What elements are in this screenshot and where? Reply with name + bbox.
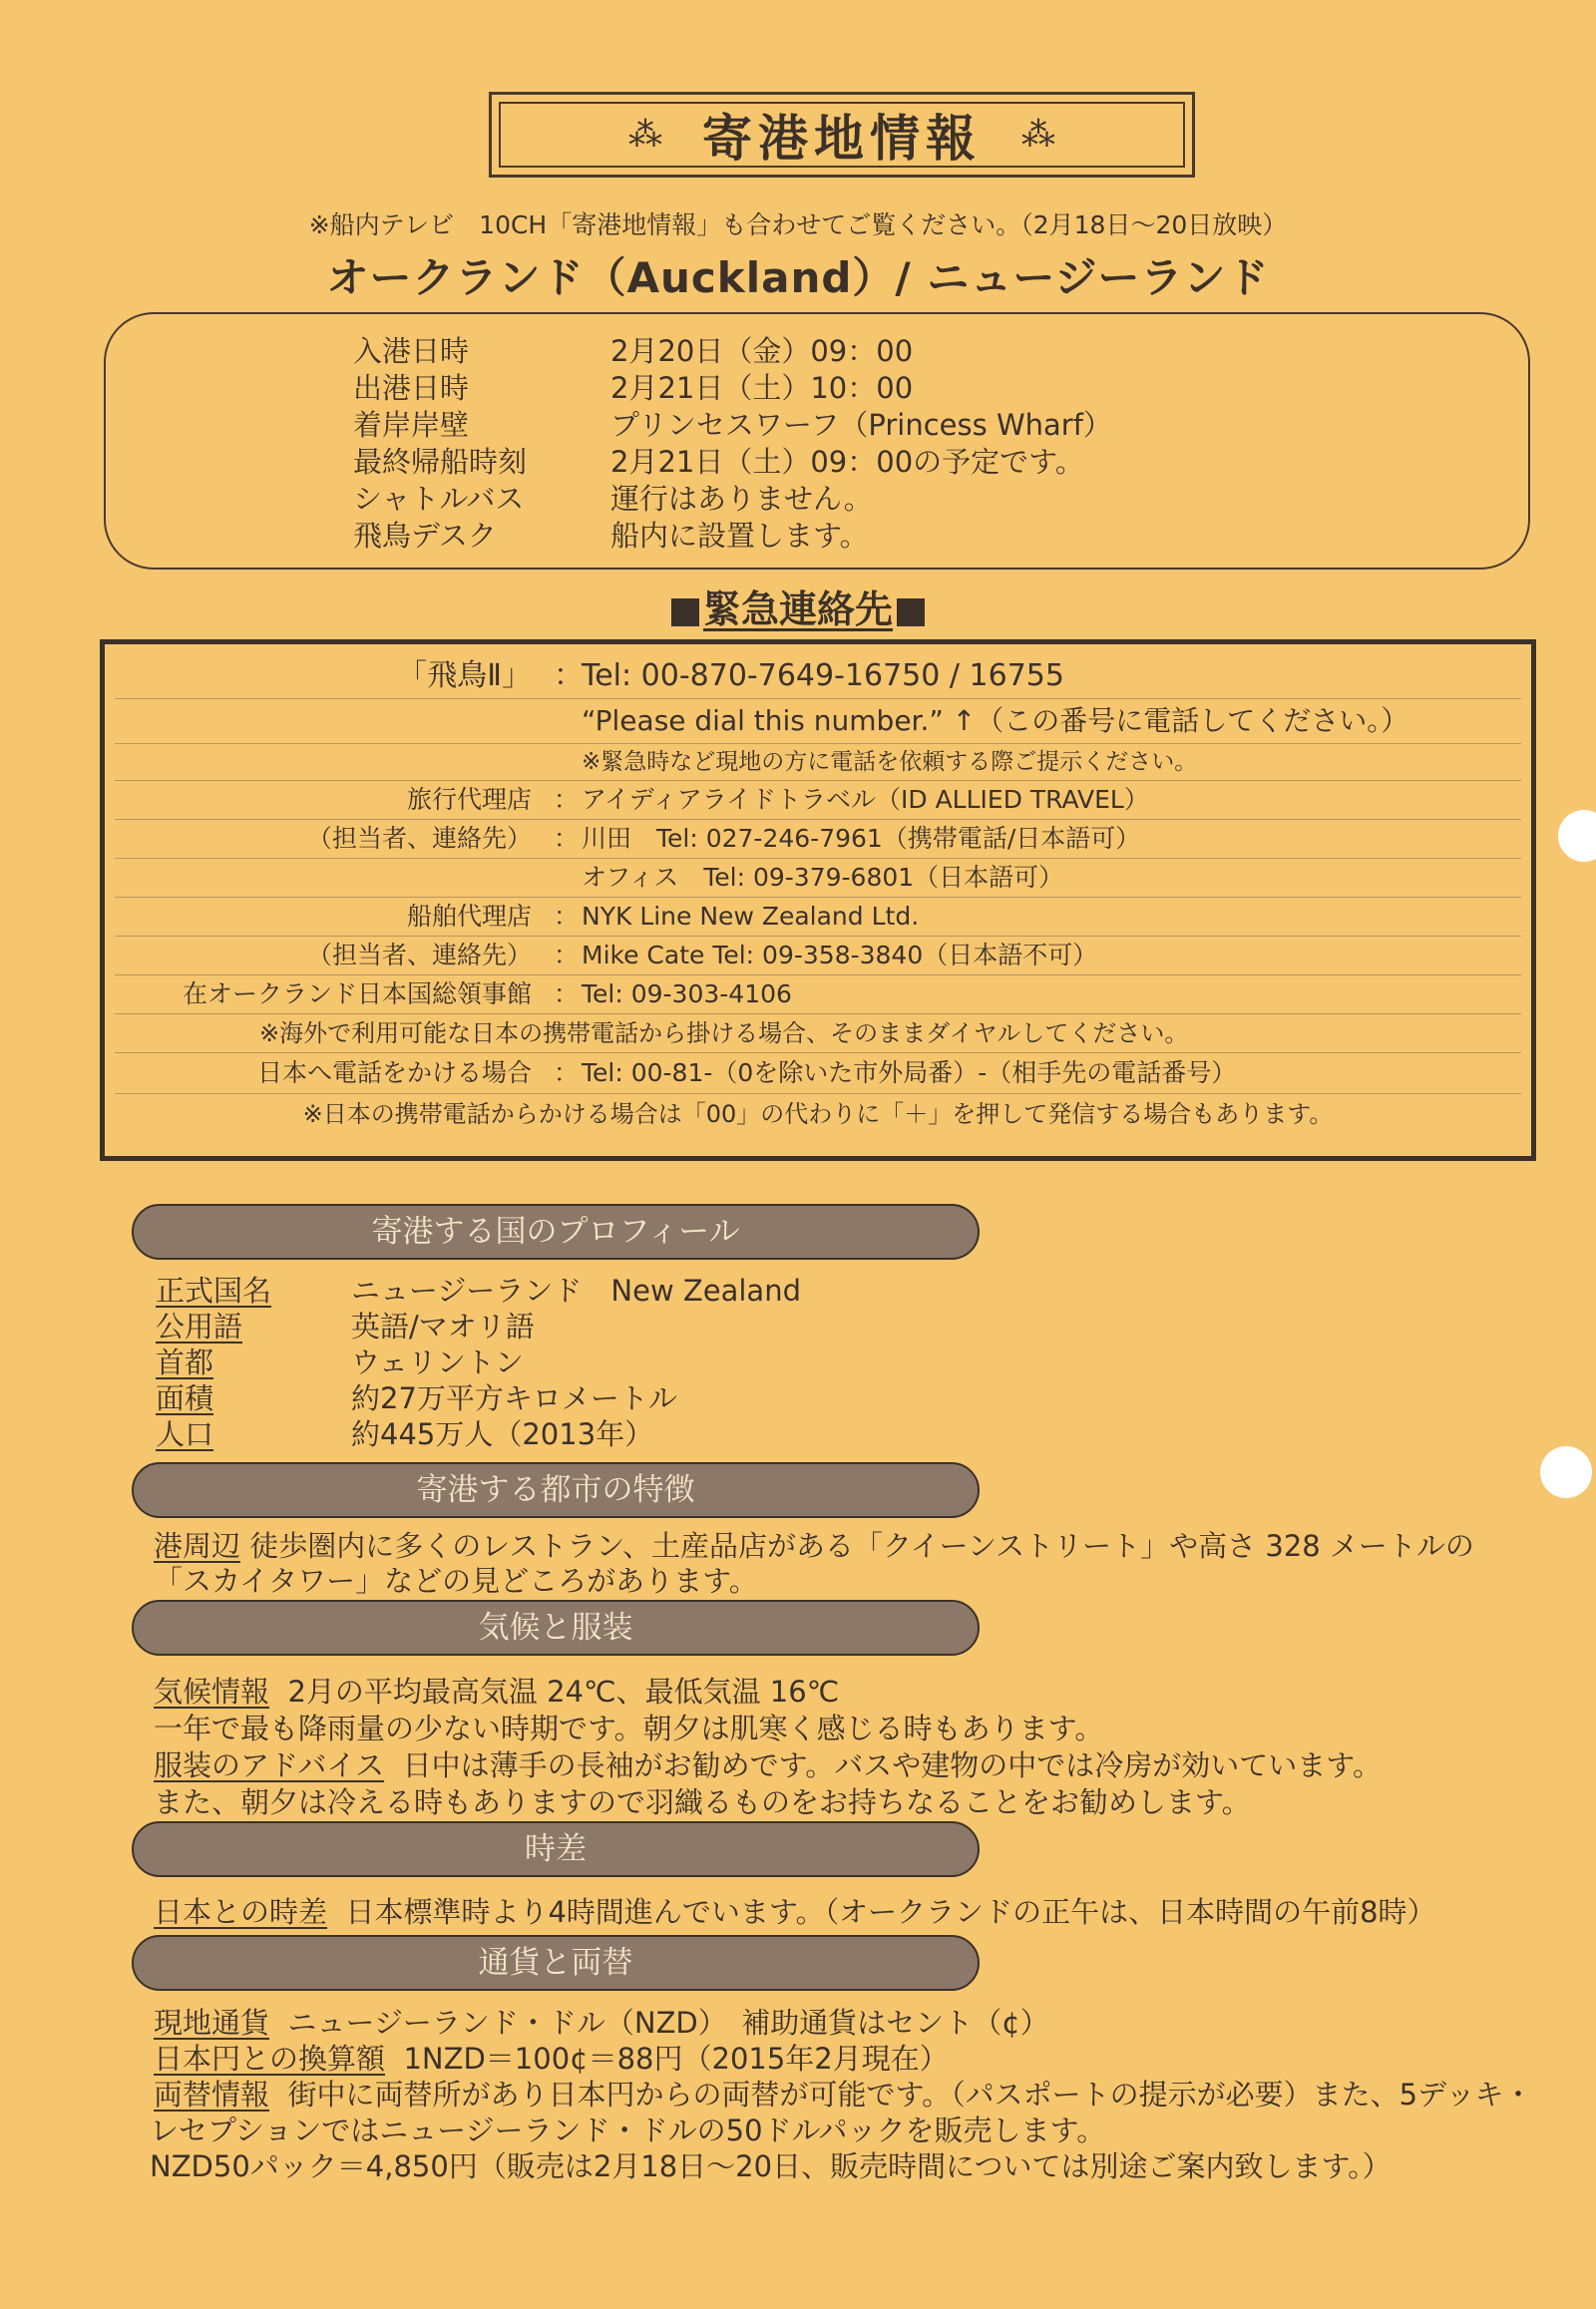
- exchange-label: 両替情報: [154, 2078, 270, 2112]
- section-banner-profile: 寄港する国のプロフィール: [132, 1204, 980, 1260]
- climate-line-2: 一年で最も降雨量の少ない時期です。朝夕は肌寒く感じる時もあります。: [154, 1712, 1104, 1745]
- info-value: 船内に設置します。: [610, 519, 869, 553]
- emergency-note: ※緊急時など現地の方に電話を依頼する際ご提示ください。: [582, 749, 1198, 775]
- row-label: 日本へ電話をかける場合: [256, 1058, 532, 1087]
- row-colon: ：: [554, 658, 584, 693]
- mobile-note: ※海外で利用可能な日本の携帯電話から掛ける場合、そのままダイヤルしてください。: [259, 1019, 1189, 1047]
- info-label: 最終帰船時刻: [353, 445, 528, 479]
- row-colon: ：: [554, 941, 580, 969]
- section-banner-climate: 気候と服装: [132, 1600, 980, 1656]
- currency-line-2: [154, 2037, 949, 2078]
- rate-text: 1NZD＝100¢＝88円（2015年2月現在）: [403, 2042, 949, 2076]
- table-row: [115, 654, 1521, 699]
- timediff-line: [154, 1890, 1436, 1931]
- profile-label: 正式国名: [156, 1274, 272, 1308]
- profile-label: 公用語: [156, 1310, 243, 1344]
- table-row: [115, 1014, 1521, 1053]
- emergency-heading: [0, 578, 1596, 633]
- row-value: 川田 Tel: 027-246-7961（携帯電話/日本語可）: [582, 824, 1141, 853]
- city-label: 港周辺: [154, 1529, 241, 1563]
- table-row: [115, 1053, 1521, 1094]
- port-info-box: [104, 312, 1530, 570]
- table-row: [115, 820, 1521, 859]
- rate-label: 日本円との換算額: [154, 2042, 386, 2076]
- row-label: 「飛鳥Ⅱ」: [397, 658, 532, 693]
- emergency-table: [100, 639, 1536, 1161]
- info-label: 飛鳥デスク: [353, 519, 497, 553]
- profile-value: ニュージーランド New Zealand: [351, 1274, 801, 1308]
- row-colon: ：: [554, 902, 580, 931]
- ship-phone: Tel: 00-870-7649-16750 / 16755: [582, 658, 1064, 693]
- clothing-text: 日中は薄手の長袖がお勧めです。バスや建物の中では冷房が効いています。: [402, 1748, 1382, 1782]
- row-label: 在オークランド日本国総領事館: [182, 979, 532, 1008]
- timediff-text: 日本標準時より4時間進んでいます。（オークランドの正午は、日本時間の午前8時）: [345, 1895, 1436, 1929]
- section-banner-currency: 通貨と両替: [132, 1935, 980, 1991]
- climate-line-1: [154, 1670, 839, 1711]
- info-label: 着岸岸壁: [353, 408, 470, 442]
- currency-label: 現地通貨: [154, 2006, 270, 2040]
- punch-hole: [1540, 1446, 1592, 1498]
- info-label: シャトルバス: [353, 482, 525, 516]
- dial-note: “Please dial this number.” ↑（この番号に電話してください。）: [582, 704, 1409, 737]
- row-value: オフィス Tel: 09-379-6801（日本語可）: [582, 863, 1064, 892]
- row-label: 旅行代理店: [406, 785, 532, 814]
- info-value: 2月21日（土）09：00の予定です。: [610, 445, 1084, 479]
- row-colon: ：: [554, 785, 580, 814]
- info-value: プリンセスワーフ（Princess Wharf）: [610, 408, 1112, 442]
- row-value: Mike Cate Tel: 09-358-3840（日本語不可）: [582, 941, 1098, 969]
- plus-dial-note: ※日本の携帯電話からかける場合は「00」の代わりに「＋」を押して発信する場合もあります。: [302, 1100, 1334, 1128]
- info-value: 運行はありません。: [610, 482, 873, 516]
- row-value: アイディアライドトラベル（ID ALLIED TRAVEL）: [582, 785, 1149, 814]
- profile-label: 面積: [156, 1381, 214, 1415]
- table-row: [115, 898, 1521, 937]
- currency-line-4: レセプションではニュージーランド・ドルの50ドルパックを販売します。: [150, 2114, 1106, 2147]
- row-label: （担当者、連絡先）: [306, 941, 532, 969]
- row-colon: ：: [554, 1058, 580, 1087]
- section-banner-city: 寄港する都市の特徴: [132, 1462, 980, 1518]
- table-row: [115, 859, 1521, 898]
- page-title: 寄港地情報: [702, 110, 982, 168]
- currency-line-1: [154, 2001, 1049, 2042]
- square-bullet-icon: [897, 598, 925, 626]
- clothing-line-1: [154, 1743, 1382, 1784]
- exchange-text: 街中に両替所があり日本円からの両替が可能です。（パスポートの提示が必要）また、5デッキ・: [287, 2078, 1533, 2112]
- row-label: 船舶代理店: [406, 902, 532, 931]
- profile-label: 人口: [156, 1417, 214, 1451]
- clothing-line-2: また、朝夕は冷える時もありますので羽織るものをお持ちなることをお勧めします。: [154, 1785, 1251, 1819]
- row-value: Tel: 09-303-4106: [582, 979, 792, 1008]
- table-row: [115, 744, 1521, 781]
- info-value: 2月20日（金）09：00: [610, 334, 914, 368]
- profile-value: 約27万平方キロメートル: [351, 1381, 677, 1415]
- profile-value: ウェリントン: [351, 1346, 524, 1379]
- table-row: [115, 699, 1521, 744]
- profile-value: 英語/マオリ語: [351, 1310, 535, 1344]
- info-label: 出港日時: [353, 371, 470, 405]
- emergency-heading-text: 緊急連絡先: [702, 587, 893, 631]
- row-colon: ：: [554, 979, 580, 1008]
- info-value: 2月21日（土）10：00: [610, 371, 914, 405]
- section-banner-timediff: 時差: [132, 1821, 980, 1877]
- info-label: 入港日時: [353, 334, 470, 368]
- punch-hole: [1558, 810, 1596, 862]
- tv-note: ※船内テレビ 10CH「寄港地情報」も合わせてご覧ください。（2月18日～20日放映）: [308, 210, 1288, 239]
- port-title: オークランド（Auckland）/ ニュージーランド: [326, 253, 1270, 302]
- currency-text: ニュージーランド・ドル（NZD） 補助通貨はセント（¢）: [287, 2006, 1049, 2040]
- title-box: [489, 92, 1195, 178]
- row-colon: ：: [554, 824, 580, 853]
- city-line-2: 「スカイタワー」などの見どころがあります。: [154, 1564, 758, 1598]
- square-bullet-icon: [671, 598, 699, 626]
- row-value: NYK Line New Zealand Ltd.: [582, 902, 920, 931]
- table-row: [115, 1094, 1521, 1134]
- table-row: [115, 781, 1521, 820]
- table-row: [115, 975, 1521, 1014]
- climate-text: 2月の平均最高気温 24℃、最低気温 16℃: [287, 1675, 840, 1709]
- climate-label: 気候情報: [154, 1675, 270, 1709]
- row-label: （担当者、連絡先）: [306, 824, 532, 853]
- profile-value: 約445万人（2013年）: [351, 1417, 654, 1451]
- ornament-right-icon: ⁂: [1021, 115, 1055, 155]
- city-text: 徒歩圏内に多くのレストラン、土産品店がある「クイーンストリート」や高さ 328 メートルの: [249, 1529, 1474, 1563]
- row-value: Tel: 00-81-（0を除いた市外局番）-（相手先の電話番号）: [582, 1058, 1237, 1087]
- profile-label: 首都: [156, 1346, 214, 1379]
- clothing-label: 服装のアドバイス: [154, 1748, 385, 1782]
- ornament-left-icon: ⁂: [628, 115, 662, 155]
- currency-line-3: [154, 2073, 1533, 2114]
- currency-line-5: NZD50パック＝4,850円（販売は2月18日～20日、販売時間については別途ご案内致します。）: [150, 2149, 1392, 2183]
- timediff-label: 日本との時差: [154, 1895, 328, 1929]
- table-row: [115, 937, 1521, 975]
